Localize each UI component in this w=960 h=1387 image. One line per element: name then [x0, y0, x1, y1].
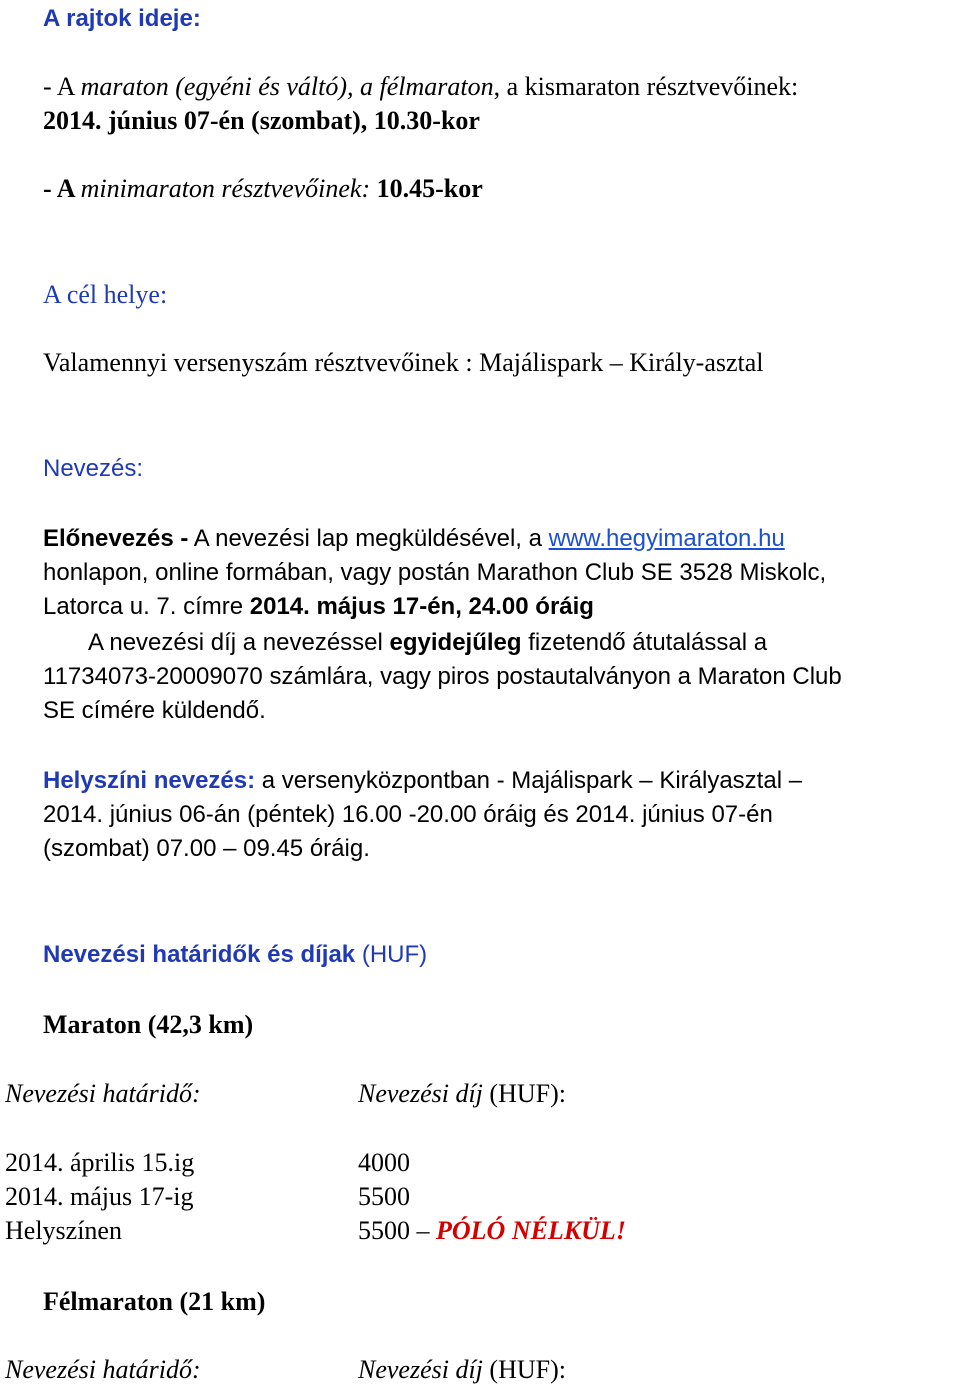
marathon-fee-header-italic: Nevezési díj	[358, 1079, 483, 1108]
start-times-heading: A rajtok ideje:	[43, 5, 201, 32]
pre-entry-deadline: 2014. május 17-én, 24.00 óráig	[249, 593, 594, 620]
no-shirt-warning: PÓLÓ NÉLKÜL!	[436, 1216, 626, 1245]
fee-line-1	[88, 626, 767, 660]
marathon-row-2-fee: 5500	[358, 1182, 410, 1211]
marathon-title: Maraton (42,3 km)	[43, 1010, 254, 1039]
fee-text-pre: A nevezési díj a nevezéssel	[88, 629, 390, 656]
start-line-1-dash: - A	[43, 72, 81, 101]
start-line-1-tail: , a kismaraton résztvevőinek:	[493, 72, 799, 101]
marathon-fee-header-tail: (HUF):	[482, 1079, 566, 1108]
pre-entry-line-3	[43, 590, 594, 624]
onsite-entry-text: a versenyközpontban - Majálispark – Királyasztal –	[255, 767, 803, 794]
half-marathon-title: Félmaraton (21 km)	[43, 1287, 266, 1316]
start-line-3	[43, 172, 483, 206]
onsite-entry-line-3: (szombat) 07.00 – 09.45 óráig.	[43, 835, 370, 862]
marathon-row-3-deadline: Helyszínen	[5, 1216, 122, 1245]
start-line-1	[43, 70, 798, 104]
start-line-3-italic: minimaraton résztvevőinek:	[80, 174, 371, 203]
marathon-row-3-fee	[358, 1214, 626, 1248]
onsite-entry-line-1	[43, 764, 802, 798]
deadlines-heading-tail: (HUF)	[355, 941, 428, 968]
marathon-row-3-fee-value: 5500 –	[358, 1216, 436, 1245]
pre-entry-line-2: honlapon, online formában, vagy postán Marathon Club SE 3528 Miskolc,	[43, 559, 827, 586]
start-line-2: 2014. június 07-én (szombat), 10.30-kor	[43, 106, 480, 135]
half-fee-header-italic: Nevezési díj	[358, 1355, 483, 1384]
marathon-col-deadline-header: Nevezési határidő:	[5, 1079, 201, 1108]
start-line-3-dash: - A	[43, 174, 81, 203]
finish-heading: A cél helye:	[43, 280, 168, 309]
onsite-entry-line-2: 2014. június 06-án (péntek) 16.00 -20.00 óráig és 2014. június 07-én	[43, 801, 773, 828]
pre-entry-line-1	[43, 522, 785, 556]
pre-entry-text: A nevezési lap megküldésével, a	[188, 525, 549, 552]
entry-heading: Nevezés:	[43, 455, 144, 482]
start-line-1-italic: maraton (egyéni és váltó), a félmaraton	[80, 72, 494, 101]
fee-text-post: fizetendő átutalással a	[521, 629, 768, 656]
start-line-3-time: 10.45-kor	[370, 174, 483, 203]
finish-text: Valamennyi versenyszám résztvevőinek : Majálispark – Király-asztal	[43, 348, 764, 377]
fee-line-3: SE címére küldendő.	[43, 697, 266, 724]
fee-line-2: 11734073-20009070 számlára, vagy piros postautalványon a Maraton Club	[43, 663, 842, 690]
marathon-row-2-deadline: 2014. május 17-ig	[5, 1182, 194, 1211]
half-col-fee-header	[358, 1353, 566, 1387]
deadlines-heading-bold: Nevezési határidők és díjak	[43, 941, 356, 968]
website-link[interactable]: www.hegyimaraton.hu	[548, 525, 785, 552]
half-col-deadline-header: Nevezési határidő:	[5, 1355, 201, 1384]
half-fee-header-tail: (HUF):	[482, 1355, 566, 1384]
marathon-row-1-fee: 4000	[358, 1148, 410, 1177]
deadlines-heading	[43, 938, 427, 972]
marathon-col-fee-header	[358, 1077, 566, 1111]
onsite-entry-label: Helyszíni nevezés:	[43, 767, 256, 794]
pre-entry-label: Előnevezés -	[43, 525, 189, 552]
pre-entry-address: Latorca u. 7. címre	[43, 593, 250, 620]
fee-text-bold: egyidejűleg	[389, 629, 522, 656]
marathon-row-1-deadline: 2014. április 15.ig	[5, 1148, 195, 1177]
